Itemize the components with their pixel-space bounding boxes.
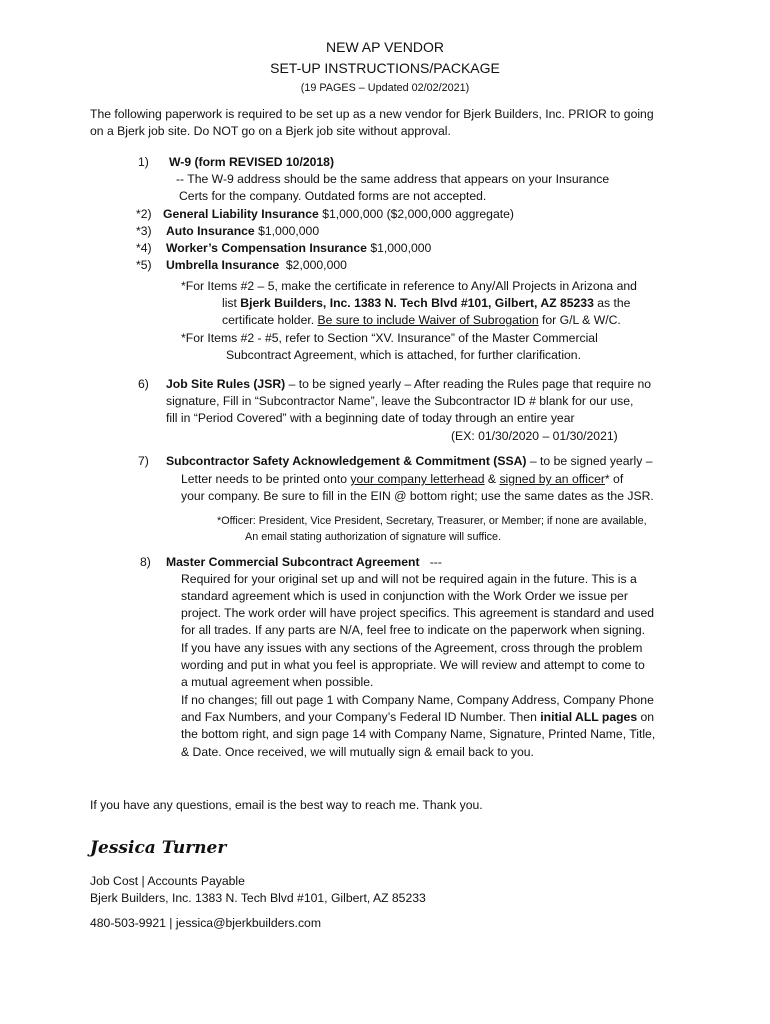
item-8-title: Master Commercial Subcontract Agreement <box>166 555 420 569</box>
item-7-line-1: Subcontractor Safety Acknowledgement & Commitment (SSA) – to be signed yearly – <box>166 454 653 468</box>
item-8-line-1: Required for your original set up and will not be required again in the future. This is a <box>181 572 637 586</box>
doc-subtitle: (19 PAGES – Updated 02/02/2021) <box>300 82 470 94</box>
item-8-line-5: If you have any issues with any sections of the Agreement, cross through the problem <box>181 641 643 655</box>
item-3-number: *3) <box>136 224 152 238</box>
item-4-number: *4) <box>136 241 152 255</box>
item-7-number: 7) <box>138 454 149 468</box>
doc-title-line1: NEW AP VENDOR <box>326 39 444 55</box>
item-5-title: Umbrella Insurance <box>166 258 280 272</box>
item-8-line-10: the bottom right, and sign page 14 with Company Name, Signature, Printed Name, Title, <box>181 727 656 741</box>
item-2-number: *2) <box>136 207 152 221</box>
item-6-line-2: signature, Fill in “Subcontractor Name”, leave the Subcontractor ID # blank for our use, <box>166 394 634 408</box>
note-2-line-1: *For Items #2 - #5, refer to Section “XV. Insurance” of the Master Commercial <box>181 331 598 345</box>
item-8-line-6: wording and put in what you feel is appropriate. We will review and attempt to come to <box>181 658 645 672</box>
item-5-value: $2,000,000 <box>285 258 347 272</box>
certificate-holder: Bjerk Builders, Inc. 1383 N. Tech Blvd #101, Gilbert, AZ 85233 <box>240 296 594 310</box>
company-letterhead: your company letterhead <box>350 472 485 486</box>
item-3 <box>166 223 319 240</box>
note-2-line-2: Subcontract Agreement, which is attached, for further clarification. <box>226 348 581 362</box>
waiver-of-subrogation: Be sure to include Waiver of Subrogation <box>317 313 539 327</box>
item-7-line-2: Letter needs to be printed onto your company letterhead & signed by an officer* of <box>181 472 624 486</box>
item-4 <box>166 240 431 257</box>
item-4-value: $1,000,000 <box>370 241 432 255</box>
initial-all-pages: initial ALL pages <box>540 710 638 724</box>
intro-line-2: on a Bjerk job site. Do NOT go on a Bjerk job site without approval. <box>90 124 451 138</box>
closing-text: If you have any questions, email is the best way to reach me. Thank you. <box>90 798 483 812</box>
signature-address: Bjerk Builders, Inc. 1383 N. Tech Blvd #101, Gilbert, AZ 85233 <box>90 891 426 905</box>
item-7-line-3: your company. Be sure to fill in the EIN @ bottom right; use the same dates as the JSR. <box>181 489 654 503</box>
item-8-line-3: project. The work order will have project specifics. This agreement is standard and used <box>181 606 655 620</box>
item-1-line-2: Certs for the company. Outdated forms are not accepted. <box>179 189 487 203</box>
item-8-line-8: If no changes; fill out page 1 with Company Name, Company Address, Company Phone <box>181 693 654 707</box>
note-1-line-1: *For Items #2 – 5, make the certificate in reference to Any/All Projects in Arizona and <box>181 279 637 293</box>
officer-footnote-2: An email stating authorization of signature will suffice. <box>245 531 502 543</box>
item-6-number: 6) <box>138 377 149 391</box>
item-5-number: *5) <box>136 258 152 272</box>
signed-by-officer: signed by an officer <box>499 472 605 486</box>
item-1-title: W-9 (form REVISED 10/2018) <box>169 155 335 169</box>
item-2-value: $1,000,000 ($2,000,000 aggregate) <box>322 207 514 221</box>
item-8-number: 8) <box>140 555 151 569</box>
item-8-title-line: Master Commercial Subcontract Agreement --- <box>166 555 442 569</box>
signature-contact: 480-503-9921 | jessica@bjerkbuilders.com <box>90 916 321 930</box>
item-3-value: $1,000,000 <box>258 224 320 238</box>
item-8-line-2: standard agreement which is used in conjunction with the Work Order we issue per <box>181 589 628 603</box>
item-8-line-7: a mutual agreement when possible. <box>181 675 374 689</box>
item-6-example: (EX: 01/30/2020 – 01/30/2021) <box>451 429 618 443</box>
item-6-line-3: fill in “Period Covered” with a beginning date of today through an entire year <box>166 411 575 425</box>
item-6-title: Job Site Rules (JSR) <box>166 377 286 391</box>
item-3-title: Auto Insurance <box>166 224 255 238</box>
note-1-line-2: list Bjerk Builders, Inc. 1383 N. Tech Blvd #101, Gilbert, AZ 85233 as the <box>222 296 631 310</box>
item-2 <box>163 206 514 223</box>
signature-name: Jessica Turner <box>90 838 227 858</box>
item-8-line-11: & Date. Once received, we will mutually sign & email back to you. <box>181 745 534 759</box>
item-5 <box>166 257 347 274</box>
item-1-line-1: -- The W-9 address should be the same address that appears on your Insurance <box>176 172 610 186</box>
doc-title-line2: SET-UP INSTRUCTIONS/PACKAGE <box>270 60 500 76</box>
item-2-title: General Liability Insurance <box>163 207 319 221</box>
item-1-number: 1) <box>138 155 149 169</box>
item-8-line-9: and Fax Numbers, and your Company’s Federal ID Number. Then initial ALL pages on <box>181 710 655 724</box>
item-8-line-4: for all trades. If any parts are N/A, feel free to indicate on the paperwork when signing. <box>181 623 646 637</box>
officer-footnote-1: *Officer: President, Vice President, Secretary, Treasurer, or Member; if none are available, <box>217 515 647 527</box>
note-1-line-3: certificate holder. Be sure to include Waiver of Subrogation for G/L & W/C. <box>222 313 621 327</box>
item-4-title: Worker’s Compensation Insurance <box>166 241 367 255</box>
signature-role: Job Cost | Accounts Payable <box>90 874 245 888</box>
item-6-line-1: Job Site Rules (JSR) – to be signed yearly – After reading the Rules page that require no <box>166 377 652 391</box>
item-7-title: Subcontractor Safety Acknowledgement & Commitment (SSA) <box>166 454 527 468</box>
intro-line-1: The following paperwork is required to be set up as a new vendor for Bjerk Builders, Inc. PRIOR to going <box>90 107 654 121</box>
